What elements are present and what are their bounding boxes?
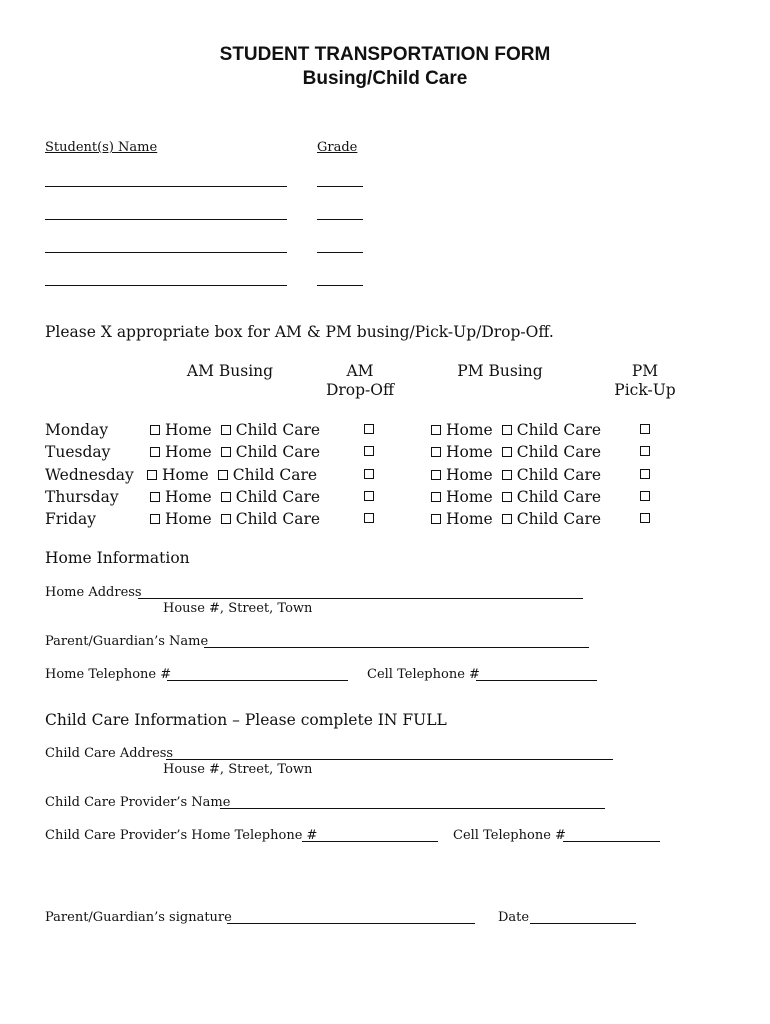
am-dropoff-friday[interactable] — [364, 510, 379, 528]
pm-childcare-option-friday[interactable] — [502, 510, 601, 528]
pm-childcare-label-monday: Child Care — [516, 421, 602, 439]
am-childcare-checkbox-thursday[interactable] — [221, 492, 231, 502]
am-dropoff-checkbox-tuesday[interactable] — [364, 446, 374, 456]
am-home-option-tuesday[interactable] — [150, 443, 212, 461]
cell-telephone-field[interactable] — [476, 680, 597, 681]
am-dropoff-checkbox-monday[interactable] — [364, 424, 374, 434]
student-name-line-2[interactable] — [45, 219, 287, 220]
student-name-line-4[interactable] — [45, 285, 287, 286]
provider-name-label: Child Care Provider’s Name — [45, 795, 231, 810]
am-dropoff-checkbox-wednesday[interactable] — [364, 469, 374, 479]
pm-home-checkbox-wednesday[interactable] — [431, 470, 441, 480]
pm-home-option-friday[interactable] — [431, 510, 493, 528]
pm-pickup-wednesday[interactable] — [640, 466, 655, 484]
pm-home-checkbox-monday[interactable] — [431, 425, 441, 435]
guardian-name-field[interactable] — [204, 647, 589, 648]
pm-childcare-label-thursday: Child Care — [516, 488, 602, 506]
signature-label: Parent/Guardian’s signature — [45, 910, 232, 925]
provider-home-telephone-label: Child Care Provider’s Home Telephone # — [45, 828, 318, 843]
provider-home-telephone-field[interactable] — [302, 841, 438, 842]
am-home-checkbox-wednesday[interactable] — [147, 470, 157, 480]
am-childcare-label-tuesday: Child Care — [235, 443, 321, 461]
day-label-monday: Monday — [45, 421, 109, 439]
am-home-label-tuesday: Home — [165, 443, 212, 461]
provider-cell-telephone-label: Cell Telephone # — [453, 828, 566, 843]
page-subtitle: Busing/Child Care — [302, 68, 468, 89]
am-childcare-label-wednesday: Child Care — [232, 466, 318, 484]
cell-telephone-label: Cell Telephone # — [367, 667, 480, 682]
day-label-thursday: Thursday — [45, 488, 119, 506]
pm-pickup-thursday[interactable] — [640, 488, 655, 506]
am-childcare-label-monday: Child Care — [235, 421, 321, 439]
guardian-name-label: Parent/Guardian’s Name — [45, 634, 209, 649]
pm-home-option-wednesday[interactable] — [431, 466, 493, 484]
date-label: Date — [498, 910, 530, 925]
pm-home-checkbox-friday[interactable] — [431, 514, 441, 524]
grade-line-4[interactable] — [317, 285, 363, 286]
home-address-label: Home Address — [45, 585, 142, 600]
pm-options-thursday — [431, 488, 610, 506]
am-home-option-monday[interactable] — [150, 421, 212, 439]
am-childcare-option-monday[interactable] — [221, 421, 320, 439]
page-title: STUDENT TRANSPORTATION FORM — [219, 44, 551, 65]
am-dropoff-checkbox-thursday[interactable] — [364, 491, 374, 501]
am-dropoff-tuesday[interactable] — [364, 443, 379, 461]
am-dropoff-header-line2: Drop-Off — [325, 381, 395, 399]
pm-options-tuesday — [431, 443, 610, 461]
am-childcare-option-tuesday[interactable] — [221, 443, 320, 461]
am-home-label-thursday: Home — [165, 488, 212, 506]
am-home-checkbox-monday[interactable] — [150, 425, 160, 435]
am-childcare-checkbox-friday[interactable] — [221, 514, 231, 524]
pm-childcare-checkbox-friday[interactable] — [502, 514, 512, 524]
signature-field[interactable] — [227, 923, 475, 924]
am-home-label-monday: Home — [165, 421, 212, 439]
pm-pickup-friday[interactable] — [640, 510, 655, 528]
am-childcare-label-friday: Child Care — [235, 510, 321, 528]
am-home-option-friday[interactable] — [150, 510, 212, 528]
am-childcare-checkbox-wednesday[interactable] — [218, 470, 228, 480]
childcare-address-label: Child Care Address — [45, 746, 174, 761]
am-dropoff-header-line1: AM — [346, 362, 374, 380]
pm-home-checkbox-thursday[interactable] — [431, 492, 441, 502]
am-home-label-friday: Home — [165, 510, 212, 528]
pm-home-option-monday[interactable] — [431, 421, 493, 439]
am-home-checkbox-thursday[interactable] — [150, 492, 160, 502]
am-home-option-thursday[interactable] — [150, 488, 212, 506]
date-field[interactable] — [530, 923, 636, 924]
pm-childcare-checkbox-wednesday[interactable] — [502, 470, 512, 480]
am-options-tuesday — [150, 443, 329, 461]
home-telephone-label: Home Telephone # — [45, 667, 172, 682]
pm-home-label-wednesday: Home — [446, 466, 493, 484]
am-childcare-label-thursday: Child Care — [235, 488, 321, 506]
pm-home-label-thursday: Home — [446, 488, 493, 506]
am-options-monday — [150, 421, 329, 439]
am-dropoff-header — [320, 362, 400, 400]
pm-childcare-checkbox-monday[interactable] — [502, 425, 512, 435]
student-name-label: Student(s) Name — [45, 140, 158, 155]
am-options-thursday — [150, 488, 329, 506]
pm-pickup-checkbox-friday[interactable] — [640, 513, 650, 523]
grade-line-3[interactable] — [317, 252, 363, 253]
pm-childcare-checkbox-tuesday[interactable] — [502, 447, 512, 457]
am-home-option-wednesday[interactable] — [147, 466, 209, 484]
pm-childcare-option-thursday[interactable] — [502, 488, 601, 506]
grade-label: Grade — [317, 140, 358, 155]
instructions-text: Please X appropriate box for AM & PM busing/Pick-Up/Drop-Off. — [45, 323, 554, 341]
pm-pickup-header-line2: Pick-Up — [614, 381, 676, 399]
am-dropoff-checkbox-friday[interactable] — [364, 513, 374, 523]
pm-childcare-option-wednesday[interactable] — [502, 466, 601, 484]
childcare-address-field[interactable] — [166, 759, 613, 760]
pm-home-label-friday: Home — [446, 510, 493, 528]
pm-childcare-option-monday[interactable] — [502, 421, 601, 439]
pm-home-checkbox-tuesday[interactable] — [431, 447, 441, 457]
pm-options-monday — [431, 421, 610, 439]
pm-pickup-checkbox-monday[interactable] — [640, 424, 650, 434]
pm-pickup-header — [605, 362, 685, 400]
pm-pickup-monday[interactable] — [640, 421, 655, 439]
student-name-line-1[interactable] — [45, 186, 287, 187]
provider-name-field[interactable] — [220, 808, 605, 809]
am-dropoff-thursday[interactable] — [364, 488, 379, 506]
am-childcare-option-wednesday[interactable] — [218, 466, 317, 484]
am-childcare-option-friday[interactable] — [221, 510, 320, 528]
childcare-info-heading: Child Care Information – Please complete IN FULL — [45, 711, 447, 729]
pm-pickup-checkbox-wednesday[interactable] — [640, 469, 650, 479]
am-dropoff-monday[interactable] — [364, 421, 379, 439]
am-options-wednesday — [147, 466, 326, 484]
grade-line-1[interactable] — [317, 186, 363, 187]
home-address-field[interactable] — [138, 598, 583, 599]
provider-cell-telephone-field[interactable] — [563, 841, 660, 842]
pm-home-option-tuesday[interactable] — [431, 443, 493, 461]
pm-pickup-checkbox-tuesday[interactable] — [640, 446, 650, 456]
pm-childcare-checkbox-thursday[interactable] — [502, 492, 512, 502]
student-name-line-3[interactable] — [45, 252, 287, 253]
pm-childcare-label-wednesday: Child Care — [516, 466, 602, 484]
pm-childcare-label-tuesday: Child Care — [516, 443, 602, 461]
am-options-friday — [150, 510, 329, 528]
pm-busing-header: PM Busing — [457, 362, 543, 380]
pm-pickup-checkbox-thursday[interactable] — [640, 491, 650, 501]
am-dropoff-wednesday[interactable] — [364, 466, 379, 484]
pm-options-friday — [431, 510, 610, 528]
am-home-checkbox-friday[interactable] — [150, 514, 160, 524]
am-childcare-checkbox-tuesday[interactable] — [221, 447, 231, 457]
day-label-friday: Friday — [45, 510, 97, 528]
am-home-label-wednesday: Home — [162, 466, 209, 484]
am-home-checkbox-tuesday[interactable] — [150, 447, 160, 457]
pm-home-label-monday: Home — [446, 421, 493, 439]
am-childcare-option-thursday[interactable] — [221, 488, 320, 506]
am-busing-header: AM Busing — [186, 362, 274, 380]
childcare-address-hint: House #, Street, Town — [163, 762, 313, 777]
pm-childcare-label-friday: Child Care — [516, 510, 602, 528]
pm-childcare-option-tuesday[interactable] — [502, 443, 601, 461]
pm-home-option-thursday[interactable] — [431, 488, 493, 506]
grade-line-2[interactable] — [317, 219, 363, 220]
day-label-wednesday: Wednesday — [45, 466, 134, 484]
home-telephone-field[interactable] — [167, 680, 348, 681]
pm-pickup-tuesday[interactable] — [640, 443, 655, 461]
pm-options-wednesday — [431, 466, 610, 484]
am-childcare-checkbox-monday[interactable] — [221, 425, 231, 435]
pm-pickup-header-line1: PM — [631, 362, 659, 380]
day-label-tuesday: Tuesday — [45, 443, 111, 461]
home-address-hint: House #, Street, Town — [163, 601, 313, 616]
pm-home-label-tuesday: Home — [446, 443, 493, 461]
home-info-heading: Home Information — [45, 549, 190, 567]
